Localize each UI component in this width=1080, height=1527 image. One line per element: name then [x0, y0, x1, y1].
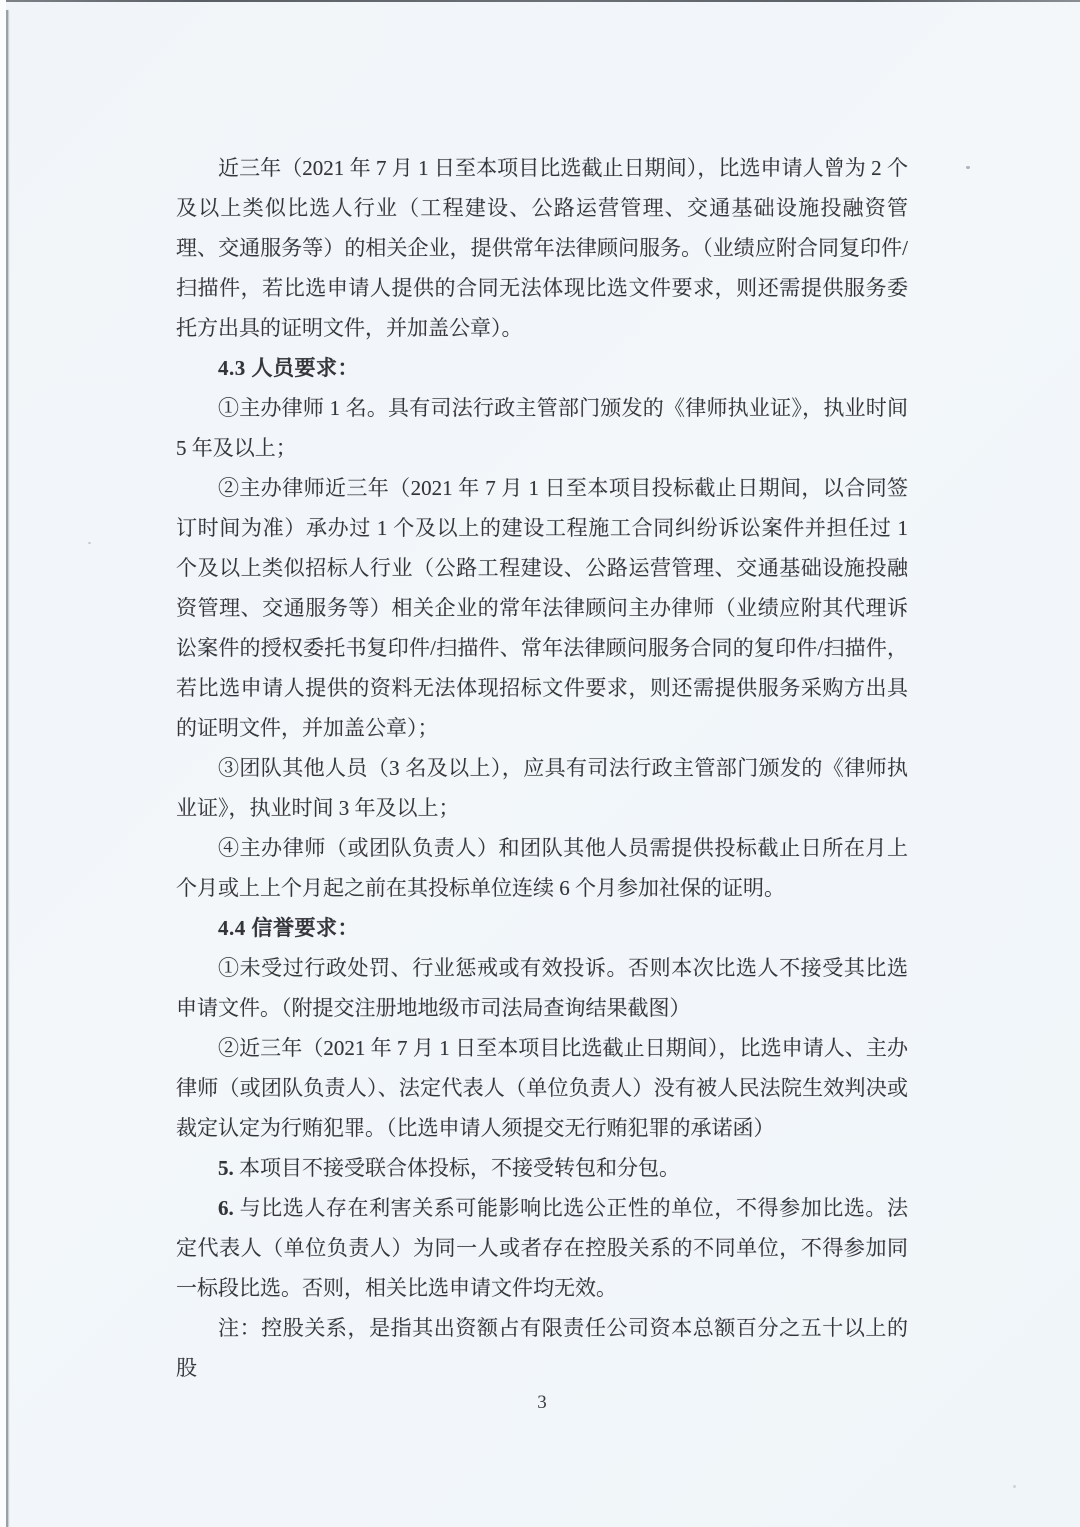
paragraph-text: ②主办律师近三年（2021 年 7 月 1 日至本项目投标截止日期间，以合同签订时间为准）承办过 1 个及以上的建设工程施工合同纠纷诉讼案件并担任过 1 个及以上类似招标人行业（公路工程建设、公路运营管理、交通基础设施投融资管理、交通服务等）相关企业的常年法律顾问主办律师（业绩应附其代理诉讼案件的授权委托书复印件/扫描件、常年法律顾问服务合同的复印件/扫描件，若比选申请人提供的资料无法体现招标文件要求，则还需提供服务采购方出具的证明文件，并加盖公章）； — [176, 476, 908, 740]
paragraph-text: ②近三年（2021 年 7 月 1 日至本项目比选截止日期间），比选申请人、主办律师（或团队负责人）、法定代表人（单位负责人）没有被人民法院生效判决或裁定认定为行贿犯罪。（比选申请人须提交无行贿犯罪的承诺函） — [176, 1036, 908, 1140]
paragraph-number: 5. — [218, 1156, 239, 1180]
paragraph-text: 近三年（2021 年 7 月 1 日至本项目比选截止日期间），比选申请人曾为 2 个及以上类似比选人行业（工程建设、公路运营管理、交通基础设施投融资管理、交通服务等）的相关企业，提供常年法律顾问服务。（业绩应附合同复印件/扫描件，若比选申请人提供的合同无法体现比选文件要求，则还需提供服务委托方出具的证明文件，并加盖公章）。 — [176, 156, 908, 340]
paragraph-text: 本项目不接受联合体投标，不接受转包和分包。 — [239, 1156, 680, 1180]
scan-speck — [966, 166, 970, 169]
paragraph-text: 与比选人存在利害关系可能影响比选公正性的单位，不得参加比选。法定代表人（单位负责人）为同一人或者存在控股关系的不同单位，不得参加同一标段比选。否则，相关比选申请文件均无效。 — [176, 1196, 909, 1300]
scan-top-edge-line — [0, 0, 1080, 2]
heading-4-4-credit-requirements — [176, 908, 908, 948]
paragraph-text: 注：控股关系，是指其出资额占有限责任公司资本总额百分之五十以上的股 — [176, 1316, 908, 1380]
page-number: 3 — [537, 1392, 547, 1413]
paragraph-number: 6. — [218, 1196, 240, 1220]
paragraph-experience-requirement — [176, 148, 908, 348]
paragraph-item-1-no-penalties — [176, 948, 908, 1028]
heading-4-3-personnel-requirements — [176, 348, 908, 388]
paragraph-note-controlling-stake — [176, 1308, 908, 1388]
scan-left-fold-line — [6, 10, 8, 1527]
paragraph-text: ①主办律师 1 名。具有司法行政主管部门颁发的《律师执业证》，执业时间 5 年及以上； — [176, 396, 908, 460]
paragraph-item-2-lawyer-track-record — [176, 468, 908, 748]
paragraph-item-3-team-members — [176, 748, 908, 828]
scan-speck — [88, 542, 91, 544]
paragraph-item-4-social-insurance — [176, 828, 908, 908]
paragraph-6-conflict-of-interest — [176, 1188, 908, 1308]
heading-text: 4.3 人员要求： — [218, 356, 359, 380]
document-body-text — [176, 148, 908, 1388]
paragraph-text: ④主办律师（或团队负责人）和团队其他人员需提供投标截止日所在月上个月或上上个月起之前在其投标单位连续 6 个月参加社保的证明。 — [176, 836, 908, 900]
paragraph-item-2-no-bribery — [176, 1028, 908, 1148]
paragraph-text: ③团队其他人员（3 名及以上），应具有司法行政主管部门颁发的《律师执业证》，执业时间 3 年及以上； — [176, 756, 908, 820]
heading-text: 4.4 信誉要求： — [218, 916, 359, 940]
scan-speck — [1013, 1485, 1016, 1488]
paragraph-item-1-lead-lawyer — [176, 388, 908, 468]
paragraph-5-no-consortium — [176, 1148, 908, 1188]
paragraph-text: ①未受过行政处罚、行业惩戒或有效投诉。否则本次比选人不接受其比选申请文件。（附提交注册地地级市司法局查询结果截图） — [176, 956, 908, 1020]
